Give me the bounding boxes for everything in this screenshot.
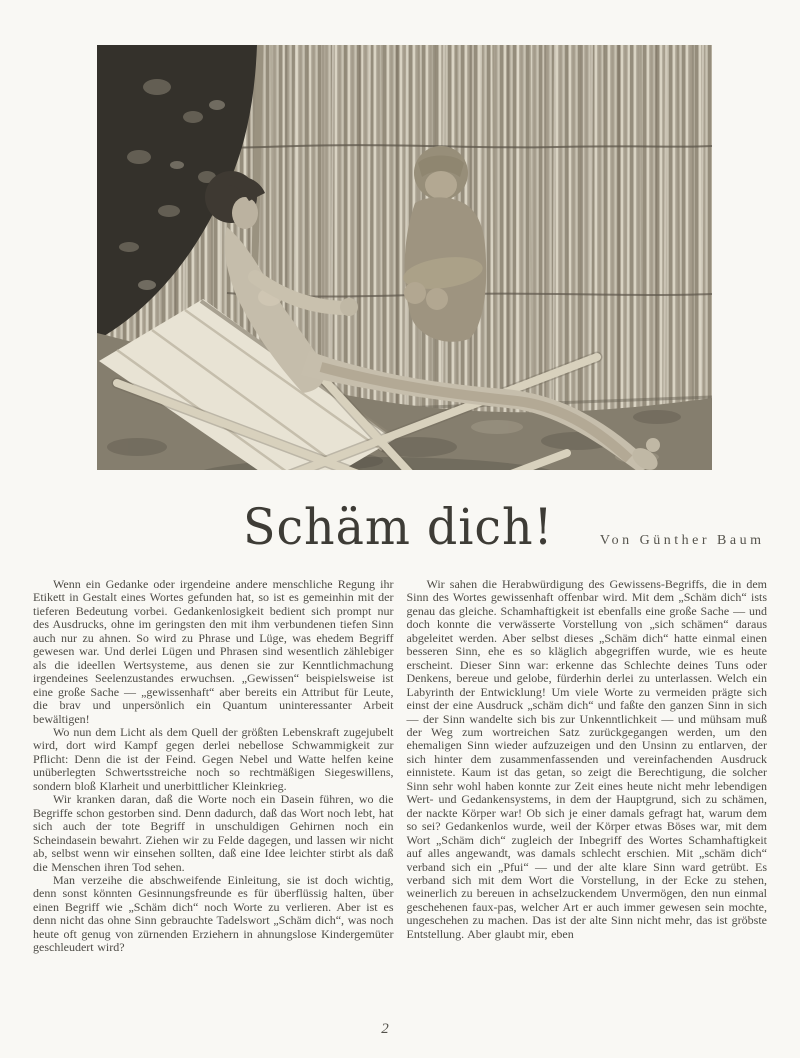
paragraph: Wenn ein Gedanke oder irgendeine andere menschliche Regung ihr Etikett in Gestalt eines Wortes gefunden hat, so ist es gemeinhin mit der tieferen Bedeutung vorbei. Gedankenlosigkeit bedient sich prompt nur des Ausdrucks, ohne im geringsten den mit ihm verbundenen tiefen Sinn auch nur zu ahnen. So wird zu Phrase und Lüge, was ehedem Begriff gewesen war. Und derlei Lügen und Phrasen sind wesentlich zählebiger als die ideellen Wertsysteme, aus denen sie zur Kenntlichmachung irgendeines Seelenzustandes erwuchsen. „Gewissen“ beispielsweise ist eine große Sache — „gewissenhaft“ aber bereits ein Attribut für Leute, die brav und unpersönlich ein Quantum uninteressanter Arbeit bewältigen! xyxy=(33,578,394,726)
paragraph: Wir kranken daran, daß die Worte noch ein Dasein führen, wo die Begriffe schon gestorben sind. Denn dadurch, daß das Wort noch lebt, hat sich auch der tote Begriff in unschuldigen Gehirnen noch ein Scheindasein bewahrt. Ziehen wir zu Felde dagegen, und lassen wir nicht ab, selbst wenn wir einsehen sollten, daß eine Idee leichter stirbt als daß die Menschen ihren Tod sehen. xyxy=(33,792,394,874)
article-header xyxy=(243,498,765,556)
right-column xyxy=(407,578,768,1040)
page-number: 2 xyxy=(381,1021,389,1037)
paragraph: Man verzeihe die abschweifende Einleitung, sie ist doch wichtig, denn sonst könnten Gesinnungsfreunde es für überflüssig halten, über einen Begriff wie „Schäm dich“ noch Worte zu verlieren. Aber ist es denn nicht das ohne Sinn gebrauchte Tadelswort „Schäm dich“, was noch heute oft genug von zürnenden Erziehern in ahnungslose Kindergemüter geschleudert wird? xyxy=(33,872,394,955)
left-column xyxy=(33,578,394,1040)
article-photo xyxy=(97,45,712,470)
paragraph: Wo nun dem Licht als dem Quell der größten Lebenskraft zugejubelt wird, dort wird Kampf gegen derlei nebellose Schwammigkeit zur Pflicht: Denn die ist der Feind. Gegen Nebel und Watte helfen keine unüberlegten Schwertsstreiche noch so rechtmäßigen Siegeswillens, sondern bloß Klarheit und unerbittlicher Kleinkrieg. xyxy=(33,724,394,793)
article-title: Schäm dich! xyxy=(243,498,554,556)
article-body xyxy=(33,578,767,1040)
article-byline: Von Günther Baum xyxy=(599,533,765,548)
paragraph: Wir sahen die Herabwürdigung des Gewissens-Begriffs, die in dem Sinn des Wortes gewissenhaft offenbar wird. Mit dem „Schäm dich“ ists genau das gleiche. Schamhaftigkeit ist ebenfalls eine große Sache — und doch konnte die verwässerte Vorstellung von „sich schämen“ daraus abgeleitet werden. Aber selbst dieses „Schäm dich“ hatte einmal einen besseren Sinn, ehe es so kläglich abgegriffen wurde, wie es heute erscheint. Dieser Sinn war: erkenne das Schlechte deines Tuns oder Denkens, bereue und gelobe, fürderhin derlei zu unterlassen. Welch ein Labyrinth der Entwicklung! Um viele Worte zu vermeiden prägte sich einst der eine Ausdruck „schäm dich“ und faßte den ganzen Sinn in sich — der Sinn wandelte sich bis zur Unkenntlichkeit — und mühsam muß der Weg zum wortreichen Satz zurückgegangen werden, um den ehemaligen Sinn wieder aufzuzeigen und den Unsinn zu entlarven, der sich hinter dem zusammenfassenden und vereinfachenden Ausdruck einnistete. Kaum ist das getan, so zeigt die Berechtigung, die solcher Sinn sehr wohl haben konnte zur Zeit eines heute nicht mehr lebendigen Wert- und Gedankensystems, in dem der Hauptgrund, sich zu schämen, der nackte Körper war! Ob sich je einer damals gefragt hat, warum dem so sei? Gedankenlos wurde, weil der Körper etwas Böses war, mit dem Wort „Schäm dich“ zugleich der Inbegriff des Wortes Schamhaftigkeit auf alles angewandt, was damals schlecht erschien. Mit „schäm dich“ verband sich ein „Pfui“ — und der alte klare Sinn ward getrübt. Es verband sich mit dem Wort die Vorstellung, in der Ecke zu stehen, weinerlich zu bereuen in achselzuckendem Unvermögen, den nun einmal geschehenen faux-pas, welcher Art er auch immer gewesen sein mochte, ungeschehen zu machen. Das ist der alte Sinn nicht mehr, das ist gröbste Entstellung. Aber glaubt mir, eben xyxy=(406,578,767,941)
photo-illustration xyxy=(97,45,712,470)
